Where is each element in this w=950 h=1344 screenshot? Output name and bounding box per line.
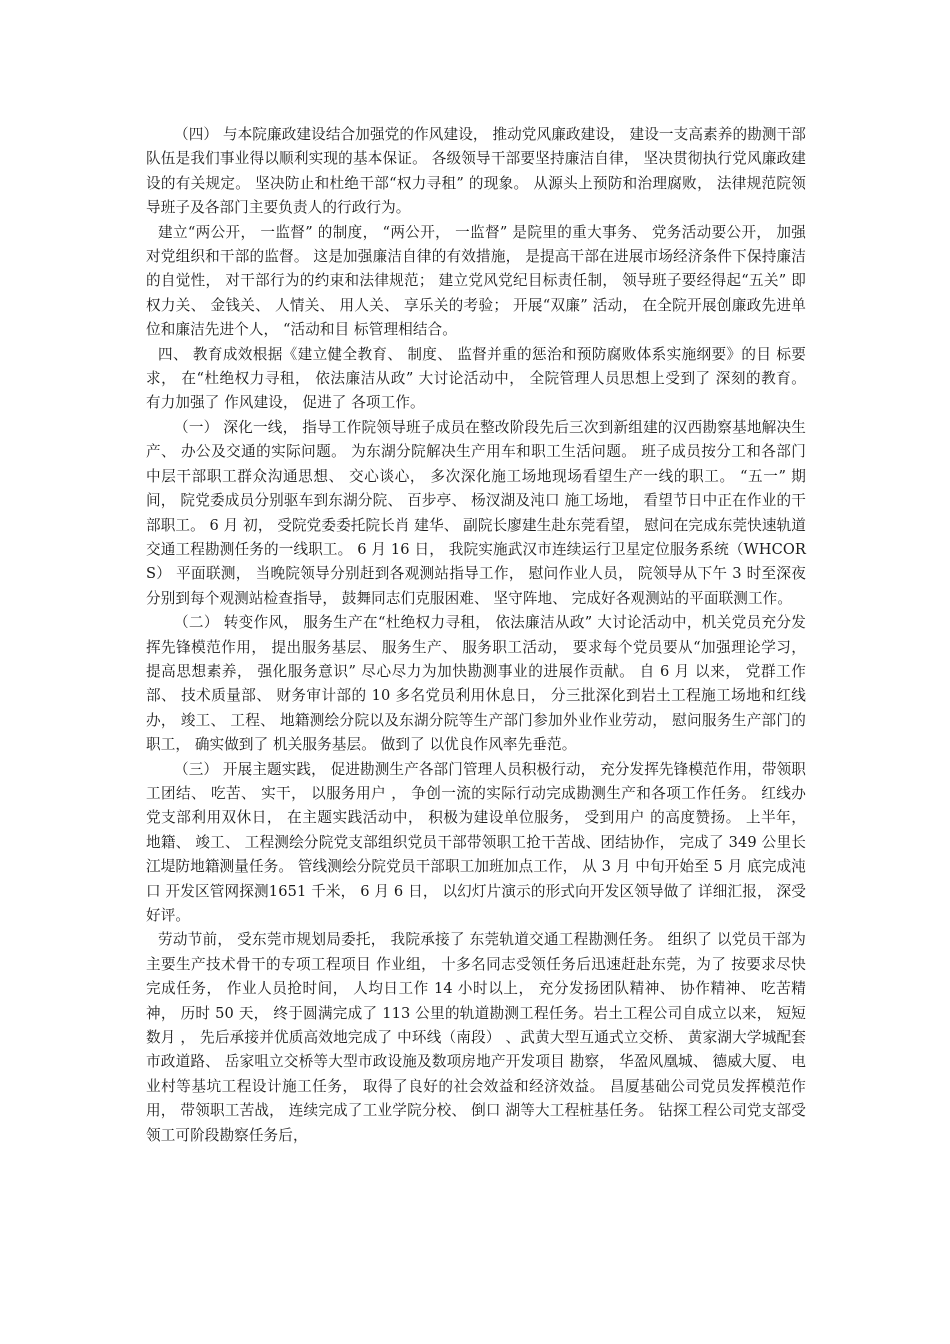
- paragraph-theme-practice: （三） 开展主题实践， 促进勘测生产各部门管理人员积极行动， 充分发挥先锋模范作用，带领职工团结、 吃苦、 实干， 以服务用户 ， 争创一流的实际行动完成勘测生产和各项工作任务。 红线办党支部利用双休日， 在主题实践活动中， 积极为建设单位服务， 受到用户 的高度赞扬。 上半年， 地籍、 竣工、 工程测绘分院党支部组织党员干部带领职工抢干苦战、团结协作， 完成了 349 公里长江堤防地籍测量任务。 管线测绘分院党员干部职工加班加点工作， 从 3 月 中旬开始至 5 月 底完成沌口 开发区管网探测1651 千米， 6 月 6 日， 以幻灯片演示的形式向开发区领导做了 详细汇报， 深受好评。: [146, 760, 806, 924]
- paragraph-labor-day-tasks: 劳动节前， 受东莞市规划局委托， 我院承接了 东莞轨道交通工程勘测任务。 组织了 以党员干部为主要生产技术骨干的专项工程项目 作业组， 十多名同志受领任务后迅速赶赴东莞，为了 按要求尽快完成任务， 作业人员抢时间， 人均日工作 14 小时以上， 充分发扬团队精神、 协作精神、 吃苦精神， 历时 50 天， 终于圆满完成了 113 公里的轨道勘测工程任务。岩土工程公司自成立以来， 短短数月 ， 先后承接并优质高效地完成了 中环线（南段） 、武黄大型互通式立交桥、 黄家湖大学城配套市政道路、 岳家咀立交桥等大型市政设施及数项房地产开发项目 勘察， 华盈风凰城、 德威大厦、 电业村等基坑工程设计施工任务， 取得了良好的社会效益和经济效益。 昌厦基础公司党员发挥模范作用， 带领职工苦战， 连续完成了工业学院分校、 倒口 湖等大工程桩基任务。 钻探工程公司党支部受领工可阶段勘察任务后，: [146, 931, 806, 1144]
- paragraph-education-results: 四、 教育成效根据《建立健全教育、 制度、 监督并重的惩治和预防腐败体系实施纲要》的目 标要求， 在“杜绝权力寻租， 依法廉洁从政” 大讨论活动中， 全院管理人员思想上受到了 深刻的教育。 有力加强了 作风建设， 促进了 各项工作。: [146, 345, 806, 412]
- paragraph-party-style-building: （四） 与本院廉政建设结合加强党的作风建设， 推动党风廉政建设， 建设一支高素养的勘测干部队伍是我们事业得以顺利实现的基本保证。 各级领导干部要坚持廉洁自律， 坚决贯彻执行党风廉政建设的有关规定。 坚决防止和杜绝干部“权力寻租” 的现象。 从源头上预防和治理腐败， 法律规范院领导班子及各部门主要负责人的行政行为。: [146, 126, 806, 217]
- paragraph-frontline-guidance: （一） 深化一线， 指导工作院领导班子成员在整改阶段先后三次到新组建的汉西勘察基地解决生产、 办公及交通的实际问题。 为东湖分院解决生产用车和职工生活问题。 班子成员按分工和各部门中层干部职工群众沟通思想、 交心谈心， 多次深化施工场地现场看望生产一线的职工。 “五一” 期间， 院党委成员分别驱车到东湖分院、 百步亭、 杨汊湖及沌口 施工场地， 看望节日中正在作业的干部职工。 6 月 初， 受院党委委托院长肖 建华、 副院长廖建生赴东莞看望， 慰问在完成东莞快速轨道交通工程勘测任务的一线职工。 6 月 16 日， 我院实施武汉市连续运行卫星定位服务系统（WHCORS） 平面联测， 当晚院领导分别赶到各观测站指导工作， 慰问作业人员， 院领导从下午 3 时至深夜分别到每个观测站检查指导， 鼓舞同志们克服困难、 坚守阵地、 完成好各观测站的平面联测工作。: [146, 418, 806, 607]
- document-page: [146, 123, 806, 1148]
- paragraph-change-work-style: （二） 转变作风， 服务生产在“杜绝权力寻租， 依法廉洁从政” 大讨论活动中，机关党员充分发挥先锋模范作用， 提出服务基层、 服务生产、 服务职工活动， 要求每个党员要从“加强理论学习， 提高思想素养， 强化服务意识” 尽心尽力为加快勘测事业的进展作贡献。 自 6 月 以来， 党群工作部、 技术质量部、 财务审计部的 10 多名党员利用休息日， 分三批深化到岩土工程施工场地和红线办， 竣工、 工程、 地籍测绘分院以及东湖分院等生产部门参加外业作业劳动， 慰问服务生产部门的职工， 确实做到了 机关服务基层。 做到了 以优良作风率先垂范。: [146, 614, 806, 754]
- paragraph-two-open-one-supervise: 建立“两公开， 一监督” 的制度， “两公开， 一监督” 是院里的重大事务、 党务活动要公开， 加强对党组织和干部的监督。 这是加强廉洁自律的有效措施， 是提高干部在进展市场经济条件下保持廉洁的自觉性， 对干部行为的约束和法律规范； 建立党风党纪目标责任制， 领导班子要经得起“五关” 即权力关、 金钱关、 人情关、 用人关、 享乐关的考验； 开展“双廉” 活动， 在全院开展创廉政先进单位和廉洁先进个人， “活动和目 标管理相结合。: [146, 223, 806, 339]
